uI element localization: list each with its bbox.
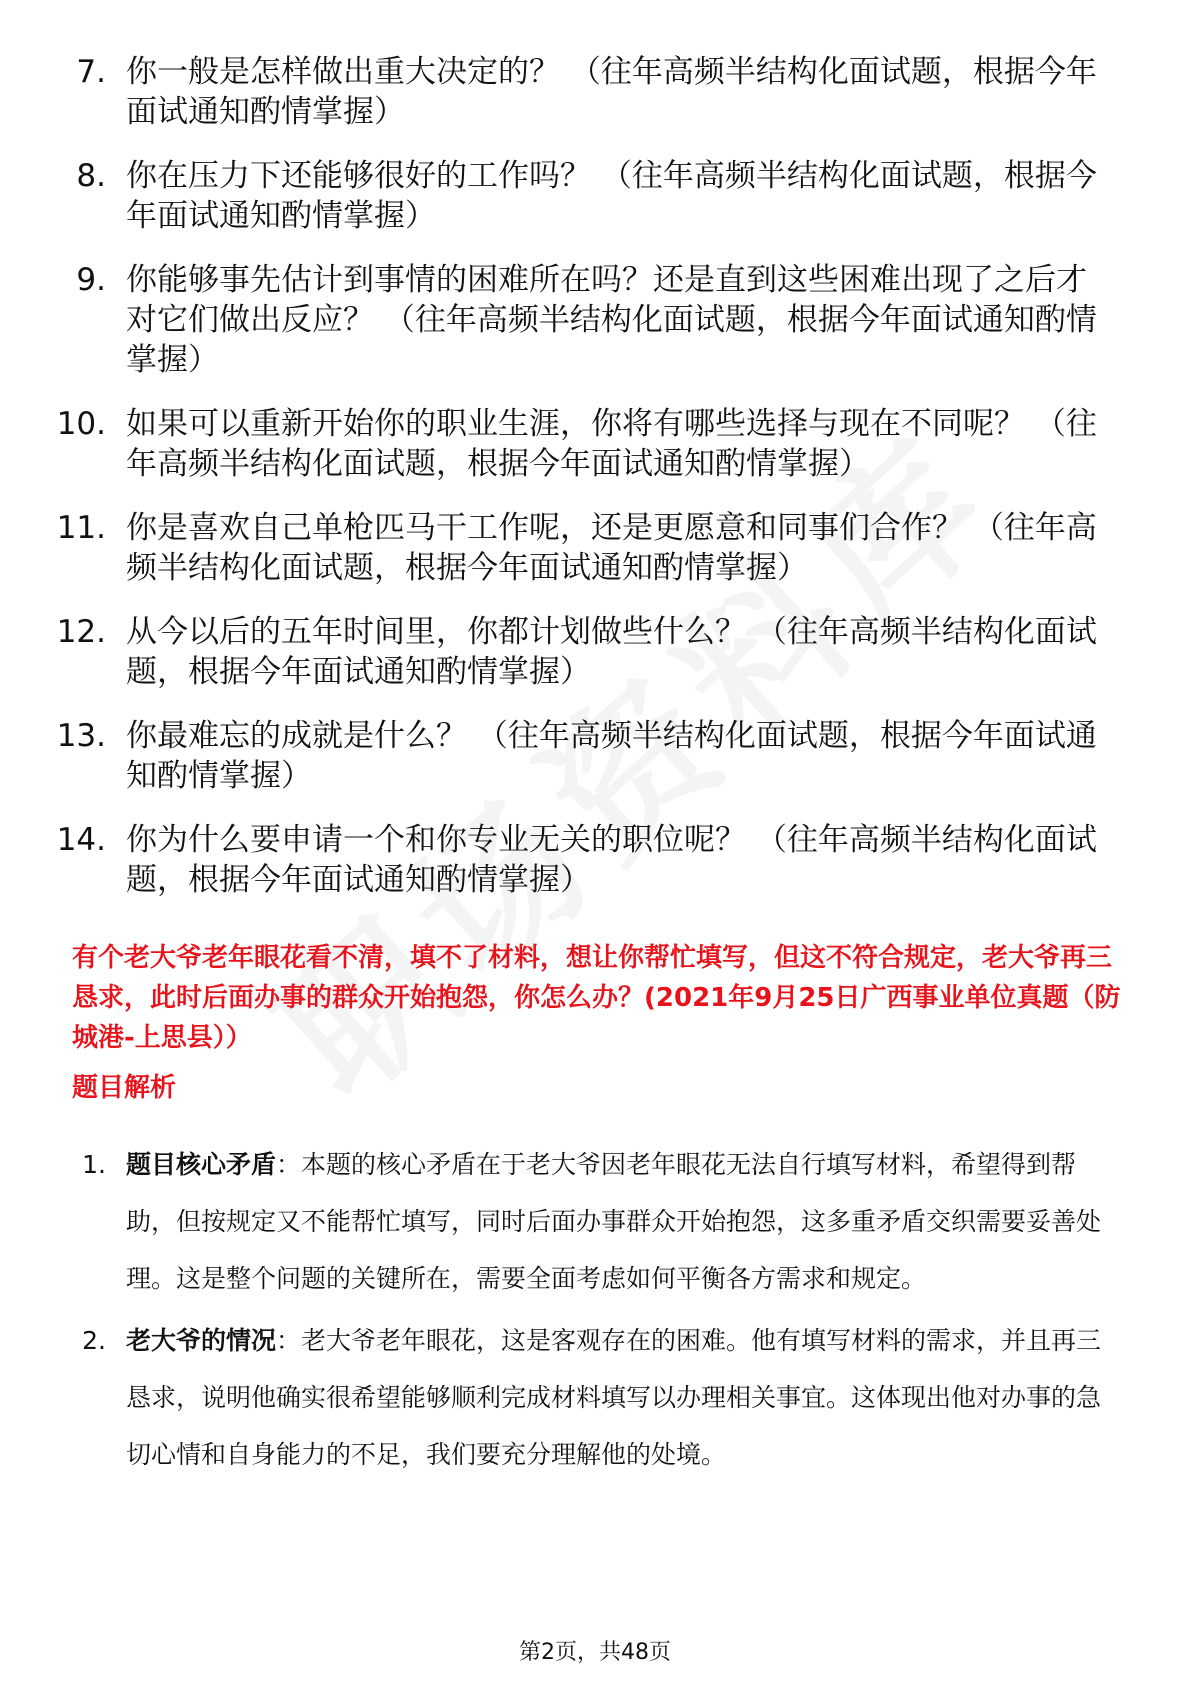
question-text: 从今以后的五年时间里，你都计划做些什么？ （往年高频半结构化面试题，根据今年面试通知酌情掌握）	[126, 614, 1097, 690]
analysis-text: ：老大爷老年眼花，这是客观存在的困难。他有填写材料的需求，并且再三恳求，说明他确实很希望能够顺利完成材料填写以办理相关事宜。这体现出他对办事的急切心情和自身能力的不足，我们要充分理解他的处境。	[126, 1326, 1102, 1469]
question-number: 8.	[76, 158, 106, 194]
question-item	[0, 156, 1190, 236]
question-number: 12.	[56, 614, 106, 650]
question-number: 10.	[56, 406, 106, 442]
question-item	[0, 260, 1190, 380]
analysis-item	[0, 1312, 1190, 1483]
question-number: 14.	[56, 822, 106, 858]
question-text: 你是喜欢自己单枪匹马干工作呢，还是更愿意和同事们合作？ （往年高频半结构化面试题，根据今年面试通知酌情掌握）	[126, 510, 1097, 586]
analysis-number: 2.	[82, 1326, 106, 1355]
analysis-text: ：本题的核心矛盾在于老大爷因老年眼花无法自行填写材料，希望得到帮助，但按规定又不能帮忙填写，同时后面办事群众开始抱怨，这多重矛盾交织需要妥善处理。这是整个问题的关键所在，需要全面考虑如何平衡各方需求和规定。	[126, 1150, 1102, 1293]
analysis-term: 题目核心矛盾	[126, 1150, 277, 1179]
question-number: 9.	[76, 262, 106, 298]
question-item	[0, 820, 1190, 900]
analysis-item	[0, 1136, 1190, 1307]
question-number: 13.	[56, 718, 106, 754]
analysis-number: 1.	[82, 1150, 106, 1179]
question-text: 你在压力下还能够很好的工作吗？ （往年高频半结构化面试题，根据今年面试通知酌情掌握）	[126, 158, 1097, 234]
question-item	[0, 612, 1190, 692]
page-footer: 第2页，共48页	[519, 1640, 671, 1665]
question-text: 你能够事先估计到事情的困难所在吗？还是直到这些困难出现了之后才对它们做出反应？ （往年高频半结构化面试题，根据今年面试通知酌情掌握）	[126, 262, 1097, 378]
question-text: 你为什么要申请一个和你专业无关的职位呢？ （往年高频半结构化面试题，根据今年面试通知酌情掌握）	[126, 822, 1097, 898]
question-text: 你最难忘的成就是什么？ （往年高频半结构化面试题，根据今年面试通知酌情掌握）	[126, 718, 1097, 794]
question-item	[0, 716, 1190, 796]
question-text: 你一般是怎样做出重大决定的？ （往年高频半结构化面试题，根据今年面试通知酌情掌握）	[126, 54, 1097, 130]
question-item	[0, 508, 1190, 588]
analysis-list	[0, 1136, 1190, 1488]
featured-question: 有个老大爷老年眼花看不清，填不了材料，想让你帮忙填写，但这不符合规定，老大爷再三恳求，此时后面办事的群众开始抱怨，你怎么办？(2021年9月25日广西事业单位真题（防城港-上思县））	[72, 943, 1121, 1053]
question-item	[0, 404, 1190, 484]
analysis-heading: 题目解析	[72, 1073, 177, 1103]
question-number: 11.	[56, 510, 106, 546]
question-list	[0, 52, 1190, 924]
analysis-term: 老大爷的情况	[126, 1326, 277, 1355]
question-number: 7.	[76, 54, 106, 90]
question-item	[0, 52, 1190, 132]
question-text: 如果可以重新开始你的职业生涯，你将有哪些选择与现在不同呢？ （往年高频半结构化面试题，根据今年面试通知酌情掌握）	[126, 406, 1097, 482]
